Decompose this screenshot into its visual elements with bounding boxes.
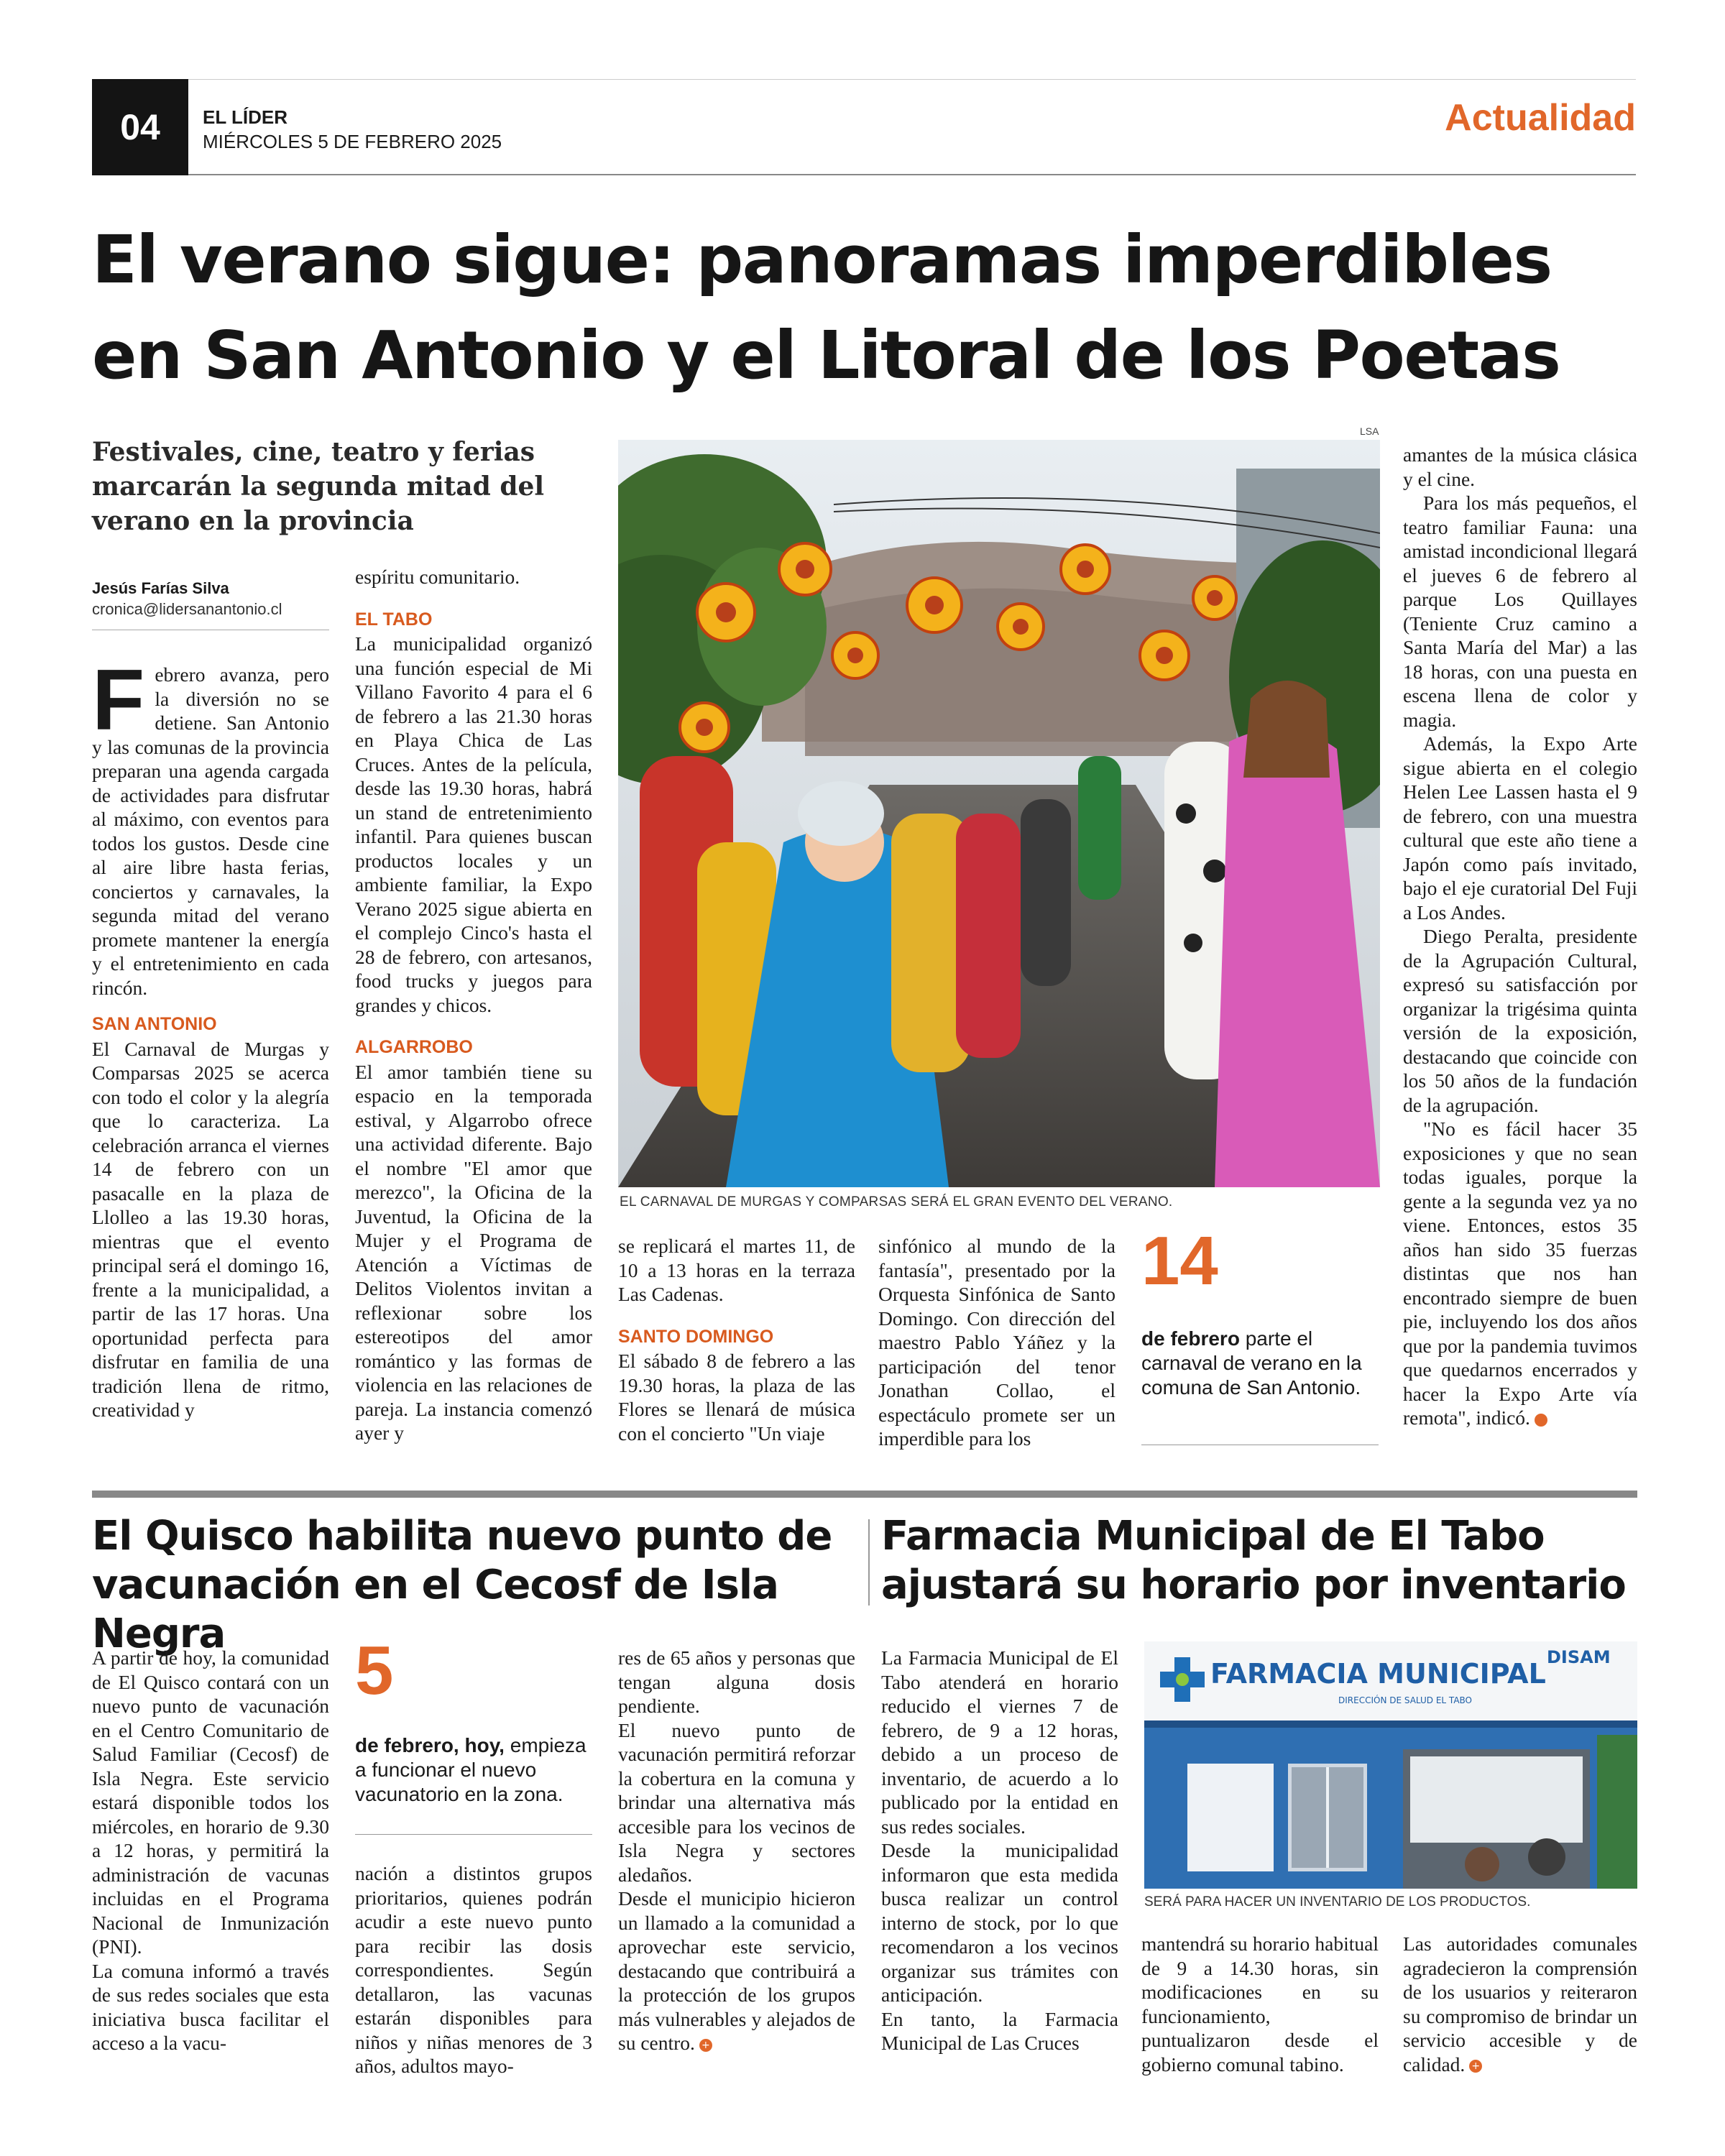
farmacia-col1-p1: La Farmacia Municipal de El Tabo atenderá en horario reducido el viernes 7 de febrero, de 9 a 12 horas, debido a un proceso de inventario, de acuerdo a lo publicado por la entidad en sus redes sociales. bbox=[881, 1646, 1118, 1838]
algarrobo-paragraph: El amor también tiene su espacio en la temporada estival, y Algarrobo ofrece una actividad diferente. Bajo el nombre "El amor que merezco", la Oficina de la Juventud, la Oficina de la Mujer y el Programa de Atención a Víctimas de Delitos Violentos invitan a reflexionar sobre los estereotipos del amor romántico y las formas de violencia en las relaciones de pareja. La instancia comenzó ayer y bbox=[355, 1060, 592, 1444]
headline-line-1: El verano sigue: panoramas imperdibles bbox=[92, 221, 1552, 298]
quisco-col1-p2: La comuna informó a través de sus redes sociales que esta iniciativa busca facilitar el acceso a la vacu- bbox=[92, 1959, 329, 2054]
article-divider bbox=[868, 1519, 870, 1606]
quisco-column-3 bbox=[618, 1646, 855, 2055]
quisco-col3-p3: Desde el municipio hicieron un llamado a la comunidad a aprovechar este servicio, destacando que contribuirá a la protección de los grupos más vulnerables y alejados de su centro. + bbox=[618, 1887, 855, 2054]
pharmacy-photo bbox=[1144, 1641, 1637, 1889]
carnival-photo bbox=[618, 440, 1380, 1187]
santo-domingo-paragraph: El sábado 8 de febrero a las 19.30 horas, la plaza de las Flores se llenará de música con el concierto "Un viaje bbox=[618, 1350, 855, 1445]
main-column-6 bbox=[1403, 443, 1637, 1430]
col2-top: espíritu comunitario. bbox=[355, 566, 520, 588]
headline-line-2: en San Antonio y el Litoral de los Poetas bbox=[92, 317, 1560, 394]
author-name: Jesús Farías Silva bbox=[92, 579, 229, 597]
farmacia-column-2 bbox=[1141, 1932, 1379, 2076]
san-antonio-paragraph: El Carnaval de Murgas y Comparsas 2025 se acerca con todo el color y la alegría que lo caracteriza. La celebración arranca el viernes 14 de febrero con un pasacalle en la plaza de Llolleo a las 19.30 horas, mientras que el evento principal será el domingo 16, frente a la municipalidad, a partir de las 17 horas. Una oportunidad perfecta para disfrutar en familia de una tradición llena de ritmo, creatividad y bbox=[92, 1037, 329, 1421]
subhead-el-tabo: EL TABO bbox=[355, 609, 433, 630]
main-column-2 bbox=[355, 565, 592, 1445]
quisco-col3-p1: res de 65 años y personas que tengan alguna dosis pendiente. bbox=[618, 1646, 855, 1717]
end-mark-icon: + bbox=[699, 2039, 712, 2052]
farmacia-col3: Las autoridades comunales agradecieron la comprensión de los usuarios y reiteraron su compromiso de brindar un servicio accesible y de calidad. + bbox=[1403, 1932, 1637, 2076]
main-column-3 bbox=[618, 1234, 855, 1445]
quisco-column-2 bbox=[355, 1861, 592, 2078]
col6-p1: amantes de la música clásica y el cine. bbox=[1403, 443, 1637, 490]
col6-p4: Diego Peralta, presidente de la Agrupación Cultural, expresó su satisfacción por organizar la trigésima quinta versión de la exposición, destacando que coincide con los 50 años de la fundación de la agrupación. bbox=[1403, 925, 1637, 1116]
stat-text-14 bbox=[1141, 1327, 1379, 1400]
quisco-column-1 bbox=[92, 1646, 329, 2055]
quisco-col1-p1: A partir de hoy, la comunidad de El Quisco contará con un nuevo punto de vacunación en el Centro Comunitario de Salud Familiar (Cecosf) de Isla Negra. Este servicio estará disponible todos los miércoles, en horario de 9.30 a 12 horas, y permitirá la administración de vacunas incluidas en el Programa Nacional de Inmunización (PNI). bbox=[92, 1646, 329, 1958]
stat-bold-5: de febrero, hoy, bbox=[355, 1734, 505, 1756]
paper-date: MIÉRCOLES 5 DE FEBRERO 2025 bbox=[203, 131, 502, 152]
main-column-4 bbox=[878, 1234, 1116, 1451]
algarrobo-continued: se replicará el martes 11, de 10 a 13 horas en la terraza Las Cadenas. bbox=[618, 1235, 855, 1305]
subhead-santo-domingo: SANTO DOMINGO bbox=[618, 1326, 774, 1347]
stat-text-5 bbox=[355, 1733, 592, 1807]
col6-p5: "No es fácil hacer 35 exposiciones y que no sean todas iguales, porque la gente a la segunda vez ya no viene. Entonces, estos 35 años han sido 35 fuerzas distintas que nos han encontrado siempre de buen pie, incluyendo los dos años que por la pandemia tuvimos que quedarnos encerrados y hacer la Expo Arte vía remota", indicó. + bbox=[1403, 1118, 1637, 1429]
section-label: Actualidad bbox=[1445, 97, 1636, 139]
stat-number-14: 14 bbox=[1141, 1222, 1218, 1299]
quisco-headline: El Quisco habilita nuevo punto de vacunación en el Cecosf de Isla Negra bbox=[92, 1513, 832, 1657]
main-column-1 bbox=[92, 652, 329, 1422]
farmacia-col1-p3: En tanto, la Farmacia Municipal de Las Cruces bbox=[881, 2007, 1118, 2054]
pharmacy-sign-text: FARMACIA MUNICIPAL bbox=[1210, 1658, 1546, 1690]
pharmacy-illustration bbox=[1144, 1641, 1637, 1889]
disam-logo: DISAM bbox=[1547, 1647, 1611, 1667]
photo-caption: EL CARNAVAL DE MURGAS Y COMPARSAS SERÁ EL GRAN EVENTO DEL VERANO. bbox=[620, 1194, 1173, 1210]
stat-rule-5 bbox=[355, 1834, 592, 1835]
intro-paragraph: Febrero avanza, pero la diversión no se detiene. San Antonio y las comunas de la provincia preparan una agenda cargada de actividades para disfrutar al máximo, con eventos para todos los gustos. Desde cine al aire libre hasta ferias, conciertos y carnavales, la segunda mitad del verano promete mantener la energía y el entretenimiento en cada rincón. bbox=[92, 652, 329, 999]
quisco-col3-p2: El nuevo punto de vacunación permitirá reforzar la cobertura en la comuna y brindar una alternativa más accesible para los vecinos de Isla Negra y sectores aledaños. bbox=[618, 1718, 855, 1886]
farmacia-col1-p2: Desde la municipalidad informaron que esta medida busca realizar un control interno de stock, por lo que recomendaron a los vecinos organizar sus trámites con anticipación. bbox=[881, 1839, 1118, 2006]
photo-credit: LSA bbox=[1360, 425, 1379, 437]
page-number: 04 bbox=[92, 79, 188, 175]
pharmacy-sign-sub: DIRECCIÓN DE SALUD EL TABO bbox=[1338, 1695, 1472, 1705]
pharmacy-photo-caption: SERÁ PARA HACER UN INVENTARIO DE LOS PRODUCTOS. bbox=[1144, 1894, 1531, 1909]
farmacia-col2: mantendrá su horario habitual de 9 a 14.30 horas, sin modificaciones en su funcionamiento, puntualizaron desde el gobierno comunal tabino. bbox=[1141, 1932, 1379, 2076]
top-rule bbox=[92, 79, 1636, 80]
col6-p2: Para los más pequeños, el teatro familiar Fauna: una amistad incondicional llegará el jueves 6 de febrero al parque Los Quillayes (Teniente Cruz camino a Santa María del Mar) a las 18 horas, con una puesta en escena llena de color y magia. bbox=[1403, 492, 1637, 731]
carnival-illustration bbox=[618, 440, 1380, 1187]
subhead-san-antonio: SAN ANTONIO bbox=[92, 1014, 217, 1034]
header-rule bbox=[188, 174, 1636, 175]
author-email[interactable]: cronica@lidersanantonio.cl bbox=[92, 600, 282, 618]
farmacia-column-1 bbox=[881, 1646, 1118, 2055]
dropcap: F bbox=[92, 652, 145, 748]
paper-name: EL LÍDER bbox=[203, 106, 288, 128]
end-mark-icon: + bbox=[1535, 1414, 1547, 1427]
end-mark-icon: + bbox=[1469, 2060, 1482, 2073]
el-tabo-paragraph: La municipalidad organizó una función especial de Mi Villano Favorito 4 para el 6 de febrero a las 21.30 horas en Playa Chica de Las Cruces. Antes de la película, desde las 19.30 horas, habrá un stand de entretenimiento infantil. Para quienes buscan productos locales y un ambiente familiar, la Expo Verano 2025 sigue abierta en el complejo Cinco's hasta el 28 de febrero, con artesanos, food trucks y juegos para grandes y chicos. bbox=[355, 632, 592, 1016]
stat-bold-14: de febrero bbox=[1141, 1327, 1240, 1350]
farmacia-column-3 bbox=[1403, 1932, 1637, 2076]
stat-number-5: 5 bbox=[355, 1632, 394, 1709]
santo-domingo-continued: sinfónico al mundo de la fantasía", presentado por la Orquesta Sinfónica de Santo Domingo. Con dirección del maestro Pablo Yáñez y la participación del tenor Jonathan Collao, el espectáculo promete ser un imperdible para los bbox=[878, 1235, 1116, 1450]
subhead-algarrobo: ALGARROBO bbox=[355, 1037, 473, 1057]
quisco-col2: nación a distintos grupos prioritarios, quienes podrán acudir a este nuevo punto para recibir las dosis correspondientes. Según detallaron, las vacunas estarán disponibles para niños y niñas menores de 3 años, adultos mayo- bbox=[355, 1862, 592, 2077]
stat-desc-14: parte el carnaval de verano en la comuna de San Antonio. bbox=[1141, 1327, 1362, 1399]
farmacia-headline: Farmacia Municipal de El Tabo ajustará su horario por inventario bbox=[881, 1513, 1626, 1608]
section-separator bbox=[92, 1491, 1637, 1498]
col6-p3: Además, la Expo Arte sigue abierta en el colegio Helen Lee Lassen hasta el 9 de febrero, con una muestra cultural que este año tiene a Japón como país invitado, bajo el eje curatorial Del Fuji a Los Andes. bbox=[1403, 732, 1637, 923]
article-deck: Festivales, cine, teatro y ferias marcarán la segunda mitad del verano en la provincia bbox=[92, 437, 545, 536]
main-headline bbox=[92, 212, 1644, 403]
stat-desc-5: empieza a funcionar el nuevo vacunatorio en la zona. bbox=[355, 1734, 586, 1805]
